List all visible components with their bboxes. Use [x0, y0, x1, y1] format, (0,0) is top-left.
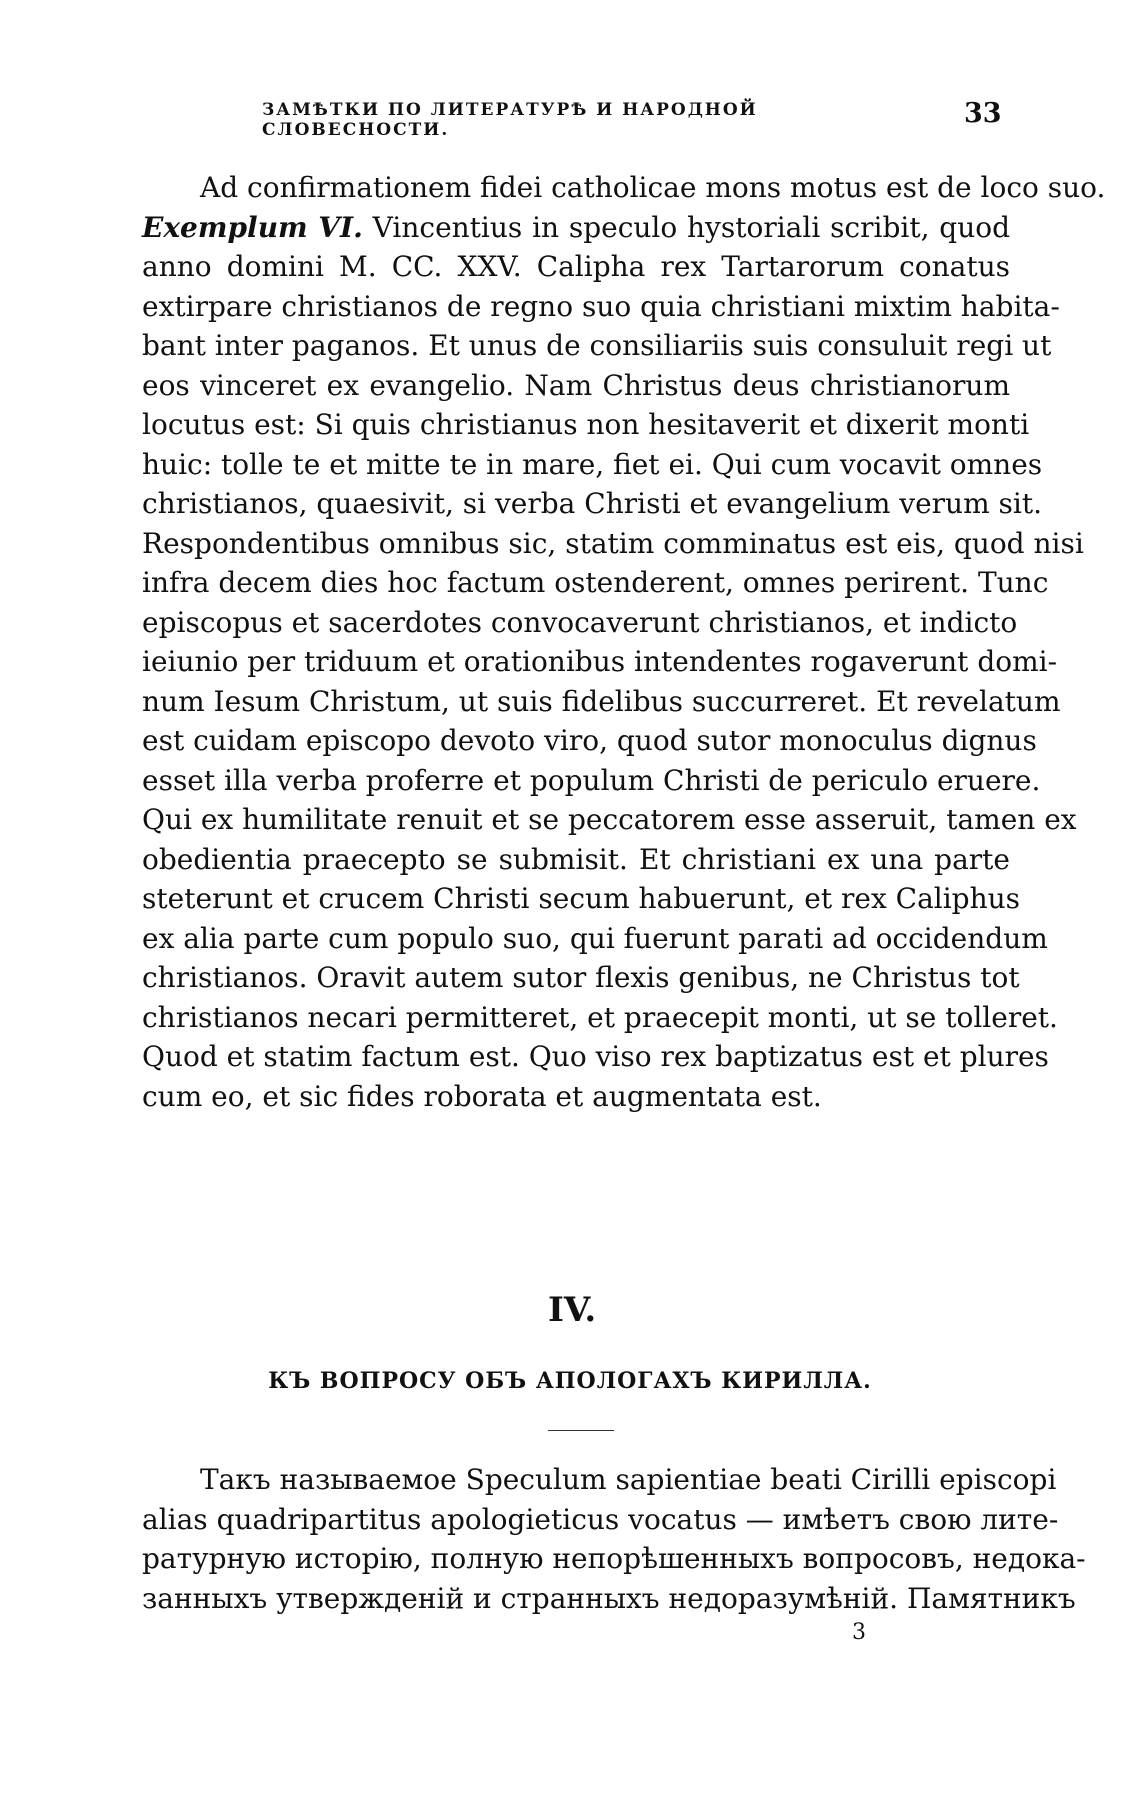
text-line: episcopus et sacerdotes convocaverunt christianos, et indicto [142, 605, 1018, 639]
exemplum-label: Exemplum VI. [142, 210, 363, 244]
text-line: huic: tolle te et mitte te in mare, fiet ei. Qui cum vocavit omnes [142, 447, 1043, 481]
text-line: alias quadripartitus apologieticus vocatus — имѣетъ свою лите- [142, 1502, 1059, 1536]
text-line: esset illa verba proferre et populum Christi de periculo eruere. [142, 763, 1041, 797]
exemplum-rest: Vincentius in speculo hystoriali scribit, quod [362, 210, 1011, 244]
text-line: Quod et statim factum est. Quo viso rex baptizatus est et plures [142, 1040, 1049, 1073]
text-line: ex alia parte cum populo suo, qui fuerunt parati ad occidendum [142, 921, 1048, 955]
text-line: christianos, quaesivit, si verba Christi et evangelium verum sit. [142, 487, 1043, 520]
text-line: num Iesum Christum, ut suis fidelibus succurreret. Et revelatum [142, 684, 1061, 718]
running-head: ЗАМѢТКИ ПО ЛИТЕРАТУРѢ И НАРОДНОЙ СЛОВЕСНОСТИ. [262, 100, 758, 140]
text-line: locutus est: Si quis christianus non hesitaverit et dixerit monti [142, 408, 1030, 441]
text-line: Respondentibus omnibus sic, statim comminatus est eis, quod nisi [142, 526, 1084, 560]
text-line: ieiunio per triduum et orationibus intendentes rogaverunt domi- [142, 645, 1058, 678]
page-number: 33 [964, 98, 1002, 129]
latin-text-block [142, 168, 1106, 1116]
text-line: ратурную исторію, полную непорѣшенныхъ вопросовъ, недока- [142, 1542, 1086, 1575]
signature-mark: 3 [852, 1620, 866, 1645]
title-rule [548, 1430, 614, 1431]
text-line: christianos necari permitteret, et praecepit monti, ut se tolleret. [142, 1000, 1058, 1034]
text-line: занныхъ утвержденій и странныхъ недоразумѣній. Памятникъ [142, 1581, 1076, 1615]
text-line: infra decem dies hoc factum ostenderent, omnes perirent. Tunc [142, 566, 1049, 599]
section-title: КЪ ВОПРОСУ ОБЪ АПОЛОГАХЪ КИРИЛЛА. [268, 1368, 872, 1394]
text-line: obedientia praecepto se submisit. Et christiani ex una parte [142, 842, 1010, 876]
text-line: eos vinceret ex evangelio. Nam Christus deus christianorum [142, 368, 1010, 402]
text-line: steterunt et crucem Christi secum habuerunt, et rex Caliphus [142, 882, 1021, 915]
text-line: bant inter paganos. Et unus de consiliariis suis consuluit regi ut [142, 329, 1052, 362]
section-numeral: IV. [548, 1290, 597, 1330]
russian-text-block [142, 1460, 1086, 1618]
text-line: Такъ называемое Speculum sapientiae beati Cirilli episcopi [200, 1463, 1057, 1496]
text-line-exemplum [142, 208, 1010, 248]
text-line: Ad confirmationem fidei catholicae mons motus est de loco suo. [200, 171, 1106, 204]
text-line: Qui ex humilitate renuit et se peccatorem esse asseruit, tamen ex [142, 803, 1077, 836]
text-line: est cuidam episcopo devoto viro, quod sutor monoculus dignus [142, 724, 1037, 757]
text-line: extirpare christianos de regno suo quia christiani mixtim habita- [142, 289, 1060, 323]
text-line: anno domini M. CC. XXV. Calipha rex Tartarorum conatus [142, 250, 1010, 283]
text-line: cum eo, et sic fides roborata et augmentata est. [142, 1079, 822, 1113]
text-line: christianos. Oravit autem sutor flexis genibus, ne Christus tot [142, 961, 1020, 994]
